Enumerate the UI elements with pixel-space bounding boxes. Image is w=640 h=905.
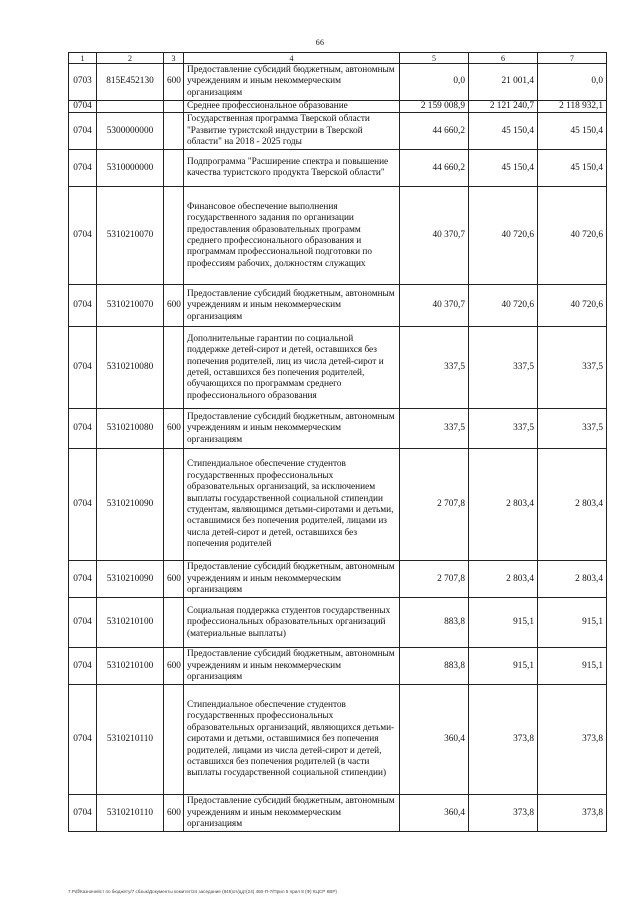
section-code: 0704 [69,795,97,832]
item-name: Предоставление субсидий бюджетным, автономным учреждениям и иным некоммерческим организациям [184,561,400,598]
expense-type: 600 [164,285,184,327]
expense-type: 600 [164,561,184,598]
section-code: 0704 [69,648,97,685]
amount-year-3: 337,5 [538,409,607,449]
item-name-text: Финансовое обеспечение выполнения государственного задания по организации предоставления образовательных программ среднего профессионального образования и программам профессиональной подготовки по профессиям рабочих, должностям служащих [187,201,373,269]
target-code: 5310210070 [97,285,164,327]
target-code: 5310210090 [97,449,164,561]
expense-type [164,685,184,795]
amount-year-3: 45 150,4 [538,150,607,187]
target-code: 5310210110 [97,685,164,795]
section-code: 0704 [69,327,97,409]
item-name: Предоставление субсидий бюджетным, автономным учреждениям и иным некоммерческим организациям [184,795,400,832]
amount-year-3: 0,0 [538,64,607,101]
item-name: Стипендиальное обеспечение студентов государственных профессиональных образовательных организаций, являющихся детьми-сиротами и детьми, оставшимися без попечения родителей, лицами из числа детей-сирот и детей, оставшихся без попечения родителей (в части выплаты государственной социальной стипендии) [184,685,400,795]
column-header: 6 [469,53,538,64]
amount-year-1: 337,5 [400,327,469,409]
amount-year-1: 337,5 [400,409,469,449]
target-code: 815E452130 [97,64,164,101]
table-row [69,150,607,187]
table-row [69,285,607,327]
amount-year-2: 2 803,4 [469,449,538,561]
item-name: Государственная программа Тверской области "Развитие туристской индустрии в Тверской области" на 2018 - 2025 годы [184,113,400,150]
table-row [69,598,607,648]
amount-year-2: 2 803,4 [469,561,538,598]
column-header: 5 [400,53,469,64]
amount-year-3: 2 803,4 [538,449,607,561]
page-number: 66 [315,38,325,47]
section-code: 0704 [69,150,97,187]
target-code: 5310210090 [97,561,164,598]
amount-year-1: 2 159 008,9 [400,101,469,113]
amount-year-2: 45 150,4 [469,150,538,187]
target-code: 5310210100 [97,648,164,685]
file-path-footer: 7.Pdf/Казначейст по бюджету/7 сбзык/Документы комитет/24 заседание (945)от/ддт(24) 460-П-7/Прил 5 прил 8 (Ф) КЦСР КВР) [68,889,337,894]
table-row [69,648,607,685]
table-row [69,685,607,795]
section-code: 0704 [69,187,97,285]
amount-year-3: 373,8 [538,685,607,795]
amount-year-3: 2 118 932,1 [538,101,607,113]
target-code [97,101,164,113]
expense-type [164,327,184,409]
amount-year-2: 40 720,6 [469,285,538,327]
amount-year-1: 883,8 [400,648,469,685]
table-row [69,795,607,832]
item-name: Предоставление субсидий бюджетным, автономным учреждениям и иным некоммерческим организациям [184,64,400,101]
amount-year-3: 915,1 [538,648,607,685]
column-header: 1 [69,53,97,64]
item-name [184,187,400,285]
amount-year-1: 44 660,2 [400,150,469,187]
target-code: 5310210110 [97,795,164,832]
amount-year-2: 45 150,4 [469,113,538,150]
item-name: Предоставление субсидий бюджетным, автономным учреждениям и иным некоммерческим организациям [184,648,400,685]
amount-year-2: 337,5 [469,327,538,409]
section-code: 0704 [69,561,97,598]
section-code: 0704 [69,598,97,648]
table-row [69,187,607,285]
amount-year-1: 360,4 [400,685,469,795]
table-row [69,561,607,598]
amount-year-1: 44 660,2 [400,113,469,150]
table-row [69,101,607,113]
expense-type [164,113,184,150]
amount-year-1: 360,4 [400,795,469,832]
amount-year-1: 2 707,8 [400,449,469,561]
section-code: 0704 [69,409,97,449]
amount-year-1: 883,8 [400,598,469,648]
section-code: 0704 [69,101,97,113]
amount-year-3: 915,1 [538,598,607,648]
amount-year-2: 337,5 [469,409,538,449]
column-header: 2 [97,53,164,64]
item-name: Подпрограмма "Расширение спектра и повышение качества туристского продукта Тверской области" [184,150,400,187]
amount-year-3: 45 150,4 [538,113,607,150]
column-number-row [69,53,607,64]
expense-type: 600 [164,648,184,685]
section-code: 0703 [69,64,97,101]
amount-year-1: 40 370,7 [400,285,469,327]
amount-year-3: 40 720,6 [538,187,607,285]
target-code: 5310210100 [97,598,164,648]
section-code: 0704 [69,113,97,150]
expense-type: 600 [164,409,184,449]
expense-type [164,187,184,285]
amount-year-3: 2 803,4 [538,561,607,598]
item-name: Дополнительные гарантии по социальной поддержке детей-сирот и детей, оставшихся без попечения родителей, лиц из числа детей-сирот и детей, оставшихся без попечения родителей, обучающихся по программам среднего профессионального образования [184,327,400,409]
amount-year-2: 2 121 240,7 [469,101,538,113]
table-row [69,64,607,101]
amount-year-1: 2 707,8 [400,561,469,598]
item-name: Среднее профессиональное образование [184,101,400,113]
amount-year-2: 21 001,4 [469,64,538,101]
item-name: Предоставление субсидий бюджетным, автономным учреждениям и иным некоммерческим организациям [184,409,400,449]
section-code: 0704 [69,685,97,795]
amount-year-3: 40 720,6 [538,285,607,327]
target-code: 5310210080 [97,327,164,409]
item-name: Социальная поддержка студентов государственных профессиональных образовательных организаций (материальные выплаты) [184,598,400,648]
table-row [69,327,607,409]
expense-type: 600 [164,795,184,832]
expense-type: 600 [164,64,184,101]
target-code: 5300000000 [97,113,164,150]
table-row [69,113,607,150]
amount-year-2: 373,8 [469,685,538,795]
target-code: 5310210070 [97,187,164,285]
expense-type [164,449,184,561]
amount-year-3: 373,8 [538,795,607,832]
amount-year-1: 40 370,7 [400,187,469,285]
amount-year-2: 915,1 [469,598,538,648]
target-code: 5310000000 [97,150,164,187]
column-header: 3 [164,53,184,64]
column-header: 7 [538,53,607,64]
expense-type [164,598,184,648]
section-code: 0704 [69,449,97,561]
amount-year-1: 0,0 [400,64,469,101]
amount-year-2: 915,1 [469,648,538,685]
expense-type [164,150,184,187]
column-header: 4 [184,53,400,64]
target-code: 5310210080 [97,409,164,449]
amount-year-2: 373,8 [469,795,538,832]
budget-table [68,52,607,832]
item-name: Предоставление субсидий бюджетным, автономным учреждениям и иным некоммерческим организациям [184,285,400,327]
amount-year-2: 40 720,6 [469,187,538,285]
section-code: 0704 [69,285,97,327]
amount-year-3: 337,5 [538,327,607,409]
table-row [69,449,607,561]
item-name: Стипендиальное обеспечение студентов государственных профессиональных образовательных организаций, за исключением выплаты государственной социальной стипендии студентам, являющимся детьми-сиротами и детьми, оставшимися без попечения родителей, лицами из числа детей-сирот и детей, оставшихся без попечения родителей [184,449,400,561]
table-row [69,409,607,449]
expense-type [164,101,184,113]
